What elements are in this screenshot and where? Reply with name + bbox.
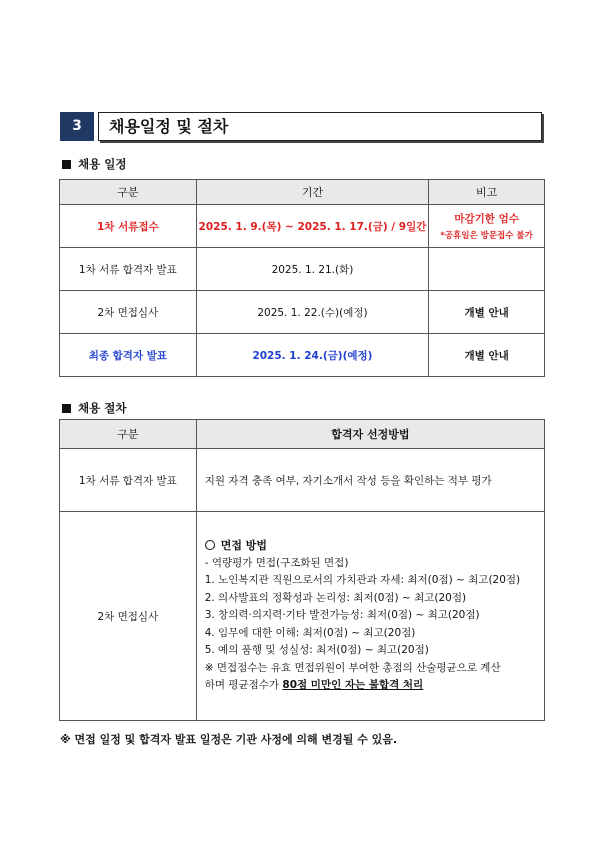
- procedure-table: [59, 419, 545, 721]
- row-method: 지원 자격 충족 여부, 자기소개서 작성 등을 확인하는 적부 평가: [196, 449, 544, 512]
- note-sub: *공휴일은 방문접수 불가: [440, 231, 533, 241]
- square-bullet-icon: [62, 160, 71, 169]
- method-line: ※ 면접점수는 유효 면접위원이 부여한 총점의 산술평균으로 계산: [204, 661, 501, 674]
- interview-method-cell: [196, 512, 544, 721]
- row-period: 2025. 1. 9.(목) ~ 2025. 1. 17.(금) / 9일간: [196, 205, 429, 248]
- section-header: [60, 112, 540, 141]
- method-line: - 역량평가 면접(구조화된 면접): [204, 556, 349, 569]
- row-category: 2차 면접심사: [60, 291, 197, 334]
- method-line: 2. 의사발표의 정확성과 논리성: 최저(0점) ~ 최고(20점): [204, 591, 467, 604]
- table-row: [60, 512, 545, 721]
- header-category: 구분: [60, 420, 197, 449]
- footer-note: ※ 면접 일정 및 합격자 발표 일정은 기관 사정에 의해 변경될 수 있음.: [60, 733, 398, 746]
- row-period: 2025. 1. 22.(수)(예정): [196, 291, 429, 334]
- table-header-row: [60, 180, 545, 205]
- row-category: 1차 서류 합격자 발표: [60, 248, 197, 291]
- header-note: 비고: [429, 180, 545, 205]
- method-line: 1. 노인복지관 직원으로서의 가치관과 자세: 최저(0점) ~ 최고(20점): [204, 574, 521, 587]
- row-note: [429, 248, 545, 291]
- table-row: [60, 248, 545, 291]
- section-title-box: [98, 112, 542, 141]
- row-note: 개별 안내: [429, 291, 545, 334]
- method-line-last: 하며 평균점수가 80점 미만인 자는 불합격 처리: [204, 679, 424, 692]
- schedule-subtitle: [62, 156, 126, 172]
- schedule-table: [59, 179, 545, 377]
- row-category: 2차 면접심사: [60, 512, 197, 721]
- row-period: 2025. 1. 21.(화): [196, 248, 429, 291]
- row-note: [429, 205, 545, 248]
- table-row: [60, 334, 545, 377]
- schedule-subtitle-text: 채용 일정: [78, 157, 127, 171]
- row-category: 1차 서류접수: [60, 205, 197, 248]
- row-period: 2025. 1. 24.(금)(예정): [196, 334, 429, 377]
- interview-method-heading: 면접 방법: [205, 537, 536, 555]
- table-row: [60, 449, 545, 512]
- fail-criteria-emphasis: 80점 미만인 자는 불합격 처리: [282, 679, 424, 692]
- row-category: 1차 서류 합격자 발표: [60, 449, 197, 512]
- header-period: 기간: [196, 180, 429, 205]
- method-line: 4. 임무에 대한 이해: 최저(0점) ~ 최고(20점): [204, 626, 416, 639]
- row-category: 최종 합격자 발표: [60, 334, 197, 377]
- method-line: 5. 예의 품행 및 성실성: 최저(0점) ~ 최고(20점): [204, 644, 429, 657]
- table-row: [60, 291, 545, 334]
- procedure-subtitle: [62, 400, 126, 416]
- procedure-subtitle-text: 채용 절차: [78, 401, 127, 415]
- section-number: 3: [60, 112, 94, 141]
- table-header-row: [60, 420, 545, 449]
- header-method: 합격자 선정방법: [196, 420, 544, 449]
- square-bullet-icon: [62, 404, 71, 413]
- table-row: [60, 205, 545, 248]
- section-title: 채용일정 및 절차: [109, 117, 229, 136]
- circle-bullet-icon: [205, 540, 215, 550]
- method-line: 3. 창의력·의지력·기타 발전가능성: 최저(0점) ~ 최고(20점): [204, 609, 480, 622]
- row-note: 개별 안내: [429, 334, 545, 377]
- header-category: 구분: [60, 180, 197, 205]
- note-main: 마감기한 엄수: [454, 213, 519, 225]
